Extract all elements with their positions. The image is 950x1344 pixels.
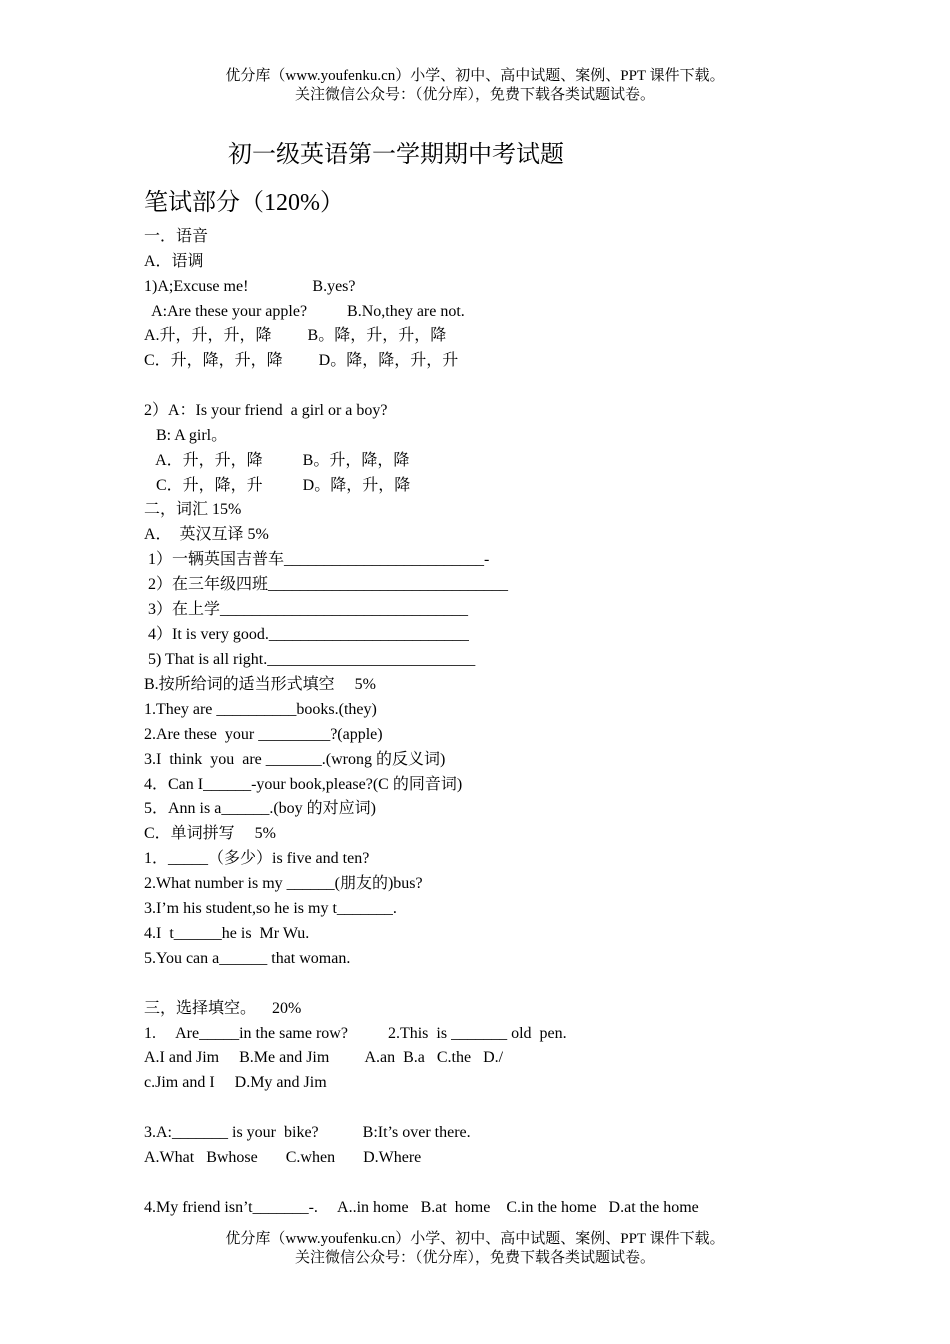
text-line: 二，词汇 15% (144, 501, 242, 518)
text-line: 5．Ann is a______.(boy 的对应词) (144, 800, 376, 817)
text-line: 1)A;Excuse me! B.yes? (144, 278, 356, 295)
text-line: 4．Can I______-your book,please?(C 的同音词) (144, 776, 463, 793)
document-title: 初一级英语第一学期期中考试题 (228, 142, 564, 168)
text-line: A:Are these your apple? B.No,they are not. (144, 303, 465, 320)
text-line: A． 英汉互译 5% (144, 526, 269, 543)
text-line: 2.Are these your _________?(apple) (144, 726, 383, 743)
text-line: c.Jim and I D.My and Jim (144, 1074, 327, 1091)
text-line: 3.I think you are _______.(wrong 的反义词) (144, 751, 446, 768)
text-line: 1.They are __________books.(they) (144, 701, 377, 718)
text-line: A.I and Jim B.Me and Jim A.an B.a C.the D./ (144, 1049, 504, 1066)
text-line: 4）It is very good._________________________ (144, 626, 469, 643)
text-line: A．升，升，降 B。升，降，降 (144, 452, 410, 469)
text-line: B: A girl。 (144, 427, 228, 444)
text-line: 1）一辆英国吉普车_________________________- (144, 551, 490, 568)
text-line: 2）在三年级四班______________________________ (144, 576, 509, 593)
text-line: 3）在上学_______________________________ (144, 601, 469, 618)
text-line: 5.You can a______ that woman. (144, 950, 351, 967)
text-line: 1. Are_____in the same row? 2.This is _______ old pen. (144, 1025, 567, 1042)
header-line-2: 关注微信公众号：（优分库），免费下载各类试题试卷。 (294, 87, 655, 103)
section-subtitle: 笔试部分（120%） (144, 190, 344, 216)
text-line: 1．_____（多少）is five and ten? (144, 850, 370, 867)
text-line: A.升，升，升，降 B。降，升，升，降 (144, 327, 447, 344)
header-line-1: 优分库（www.youfenku.cn）小学、初中、高中试题、案例、PPT 课件下载。 (225, 68, 725, 84)
footer-line-2: 关注微信公众号：（优分库），免费下载各类试题试卷。 (294, 1250, 655, 1266)
text-line: A.What Bwhose C.when D.Where (144, 1149, 422, 1166)
text-line: C．升，降，升 D。降，升，降 (144, 477, 411, 494)
text-line: 三，选择填空。 20% (144, 1000, 302, 1017)
footer-line-1: 优分库（www.youfenku.cn）小学、初中、高中试题、案例、PPT 课件下载。 (225, 1231, 725, 1247)
text-line: C．升，降，升，降 D。降，降，升，升 (144, 352, 459, 369)
text-line: 3.I’m his student,so he is my t_______. (144, 900, 397, 917)
text-line: 4.My friend isn’t_______-. A..in home B.at home C.in the home D.at the home (144, 1199, 699, 1216)
text-line: 一．语音 (144, 228, 209, 245)
text-line: B.按所给词的适当形式填空 5% (144, 676, 377, 693)
text-line: 3.A:_______ is your bike? B:It’s over there. (144, 1124, 471, 1141)
text-line: A．语调 (144, 253, 204, 270)
text-line: 2）A：Is your friend a girl or a boy? (144, 402, 388, 419)
text-line: 5) That is all right.__________________________ (144, 651, 476, 668)
text-line: C．单词拼写 5% (144, 825, 277, 842)
text-line: 4.I t______he is Mr Wu. (144, 925, 310, 942)
text-line: 2.What number is my ______(朋友的)bus? (144, 875, 423, 892)
